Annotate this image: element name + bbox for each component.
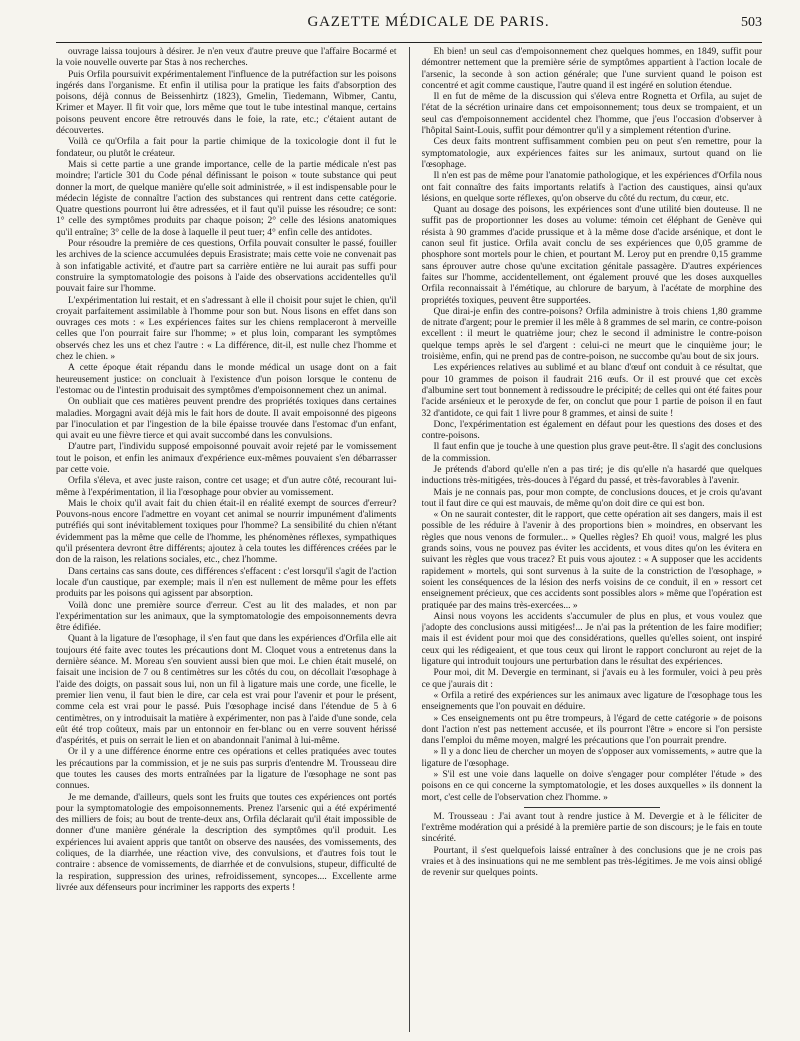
paragraph: Il en fut de même de la discussion qui s'éleva entre Rognetta et Orfila, au sujet de l'état de la sécrétion urinaire dans cet empoisonnement; tous deux se trompaient, et un seul cas d'empoisonnement accidentel chez l'homme, que j'eus l'occasion d'observer à l'hôpital Saint-Louis, suffit pour démontrer qu'il y a simplement rétention d'urine. [421,92,762,137]
paragraph: Quant au dosage des poisons, les expériences sont d'une utilité bien douteuse. Il ne suffit pas de proportionner les doses au volume: témoin cet éléphant de Genève qui résista à 90 grammes d'acide prussique et à la même dose d'acide arsénique, et dont le canon seul fit justice. Orfila avait conclu de ses expériences que 0,05 gramme de phosphore sont mortels pour le chien, et pourtant M. Leroy put en prendre 0,15 gramme sans éprouver autre chose qu'une excitation génitale passagère. D'autres expériences faites sur l'homme, accidentellement, ont également prouvé que les doses auxquelles Orfila reconnaissait à l'émétique, au chlorure de baryum, à l'acétate de morphine des propriétés toxiques, peuvent être supportées. [421,205,762,306]
paragraph: D'autre part, l'individu supposé empoisonné pouvait avoir rejeté par le vomissement tout le poison, et enfin les animaux d'expérience eux-mêmes pouvaient s'en débarrasser par cette voie. [56,442,397,475]
running-header [56,14,762,38]
paragraph: On oubliait que ces matières peuvent prendre des propriétés toxiques dans certaines maladies. Morgagni avait déjà mis le fait hors de doute. Il avait empoisonné des pigeons par l'inoculation et par l'ingestion de la bile épaisse trouvée dans l'estomac d'un enfant, qui avait eu une fièvre tierce et qui avait succombé dans les convulsions. [56,397,397,442]
paragraph: Voilà donc une première source d'erreur. C'est au lit des malades, et non par l'expérimentation sur les animaux, que la symptomatologie des empoisonnements devra être édifiée. [56,600,397,634]
paragraph: Il n'en est pas de même pour l'anatomie pathologique, et les expériences d'Orfila nous ont fait connaître des faits importants relatifs à l'action des caustiques, ainsi qu'aux lésions, en quelque sorte réflexes, qu'on observe du côté du rectum, du cœur, etc. [421,171,762,204]
paragraph: Quant à la ligature de l'œsophage, il s'en faut que dans les expériences d'Orfila elle ait toujours été faite avec toutes les précautions dont M. Cloquet vous a entretenus dans la dernière séance. M. Moreau s'en souvient aussi bien que moi. Le chien était muselé, on faisait une incision de 7 ou 8 centimètres sur les côtés du cou, on décollait l'œsophage à l'aide des doigts, on passait sous lui, non un fil à ligature mais une corde, une ficelle, le premier lien venu, il faut bien le dire, car cela est vrai pour l'avenir et pour le présent, comme cela est vrai pour le passé. Puis l'œsophage incisé dans l'étendue de 5 à 6 centimètres, on y introduisait la matière à expérimenter, non pas à l'aide d'une sonde, cela eût été trop coûteux, mais par un entonnoir en fer-blanc ou en verre souvent hérissé d'aspérités, et puis on serrait le lien et on abandonnait l'animal à lui-même. [56,634,397,747]
page-number: 503 [741,15,762,30]
paragraph: Voilà ce qu'Orfila a fait pour la partie chimique de la toxicologie dont il fut le fondateur, ou plutôt le créateur. [56,137,397,159]
paragraph: Eh bien! un seul cas d'empoisonnement chez quelques hommes, en 1849, suffit pour démontrer nettement que la première série de symptômes appartient à l'action locale de l'arsenic, la seconde à son action générale; que l'une survient quand le poison est concentré et agit comme caustique, l'autre quand il est ingéré en solution étendue. [421,47,762,91]
paragraph: Puis Orfila poursuivit expérimentalement l'influence de la putréfaction sur les poisons ingérés dans l'organisme. Et enfin il utilisa pour la pratique les faits d'absorption des poisons, déjà connus de Beissenhirtz (1823), Gmelin, Tiedemann, Wibmer, Cantu, Krimer et Mayer. Il fit voir que, lors même que tout le tube intestinal manque, certains poisons peuvent encore être retrouvés dans le foie, la rate, etc.; c'étaient autant de découvertes. [56,69,397,137]
paragraph: Les expériences relatives au sublimé et au blanc d'œuf ont conduit à ce résultat, que pour 10 grammes de poison il faudrait 216 œufs. Or il est prouvé que cet excès d'albumine sert tout bonnement à redissoudre le précipité; de celles qui ont été faites pour l'acide arsénieux et le peroxyde de fer, on conclut que pour 1 partie de poison il en faut 32 d'antidote, ce qui fait 1 livre pour 8 grammes, et ainsi de suite ! [421,363,762,419]
paragraph: ouvrage laissa toujours à désirer. Je n'en veux d'autre preuve que l'affaire Bocarmé et la voie nouvelle ouverte par Stas à nos recherches. [56,47,397,69]
paragraph: Il faut enfin que je touche à une question plus grave peut-être. Il s'agit des conclusions de la commission. [421,442,762,464]
section-separator [524,807,660,808]
paragraph: Ces deux faits montrent suffisamment combien peu on peut s'en remettre, pour la symptomatologie, aux expériences faites sur les animaux, surtout quand on lie l'œsophage. [421,137,762,170]
right-column [422,47,763,1032]
paragraph: Orfila s'éleva, et avec juste raison, contre cet usage; et d'un autre côté, recourant lui-même à l'expérimentation, il lia l'œsophage pour obvier au vomissement. [56,476,397,498]
paragraph: » Ces enseignements ont pu être trompeurs, à l'égard de cette catégorie » de poisons dont l'action n'est pas nettement accusée, et ils pourront l'être » encore si l'on persiste dans l'emploi du même moyen, malgré les précautions que l'on pourrait prendre. [421,713,762,747]
paragraph: Donc, l'expérimentation est également en défaut pour les questions des doses et des contre-poisons. [421,419,762,442]
journal-title: GAZETTE MÉDICALE DE PARIS. [307,14,550,30]
paragraph: Pour moi, dit M. Devergie en terminant, si j'avais eu à les formuler, voici à peu près ce que j'aurais dit : [421,668,762,690]
paragraph: L'expérimentation lui restait, et en s'adressant à elle il choisit pour sujet le chien, qu'il croyait parfaitement assimilable à l'homme pour son but. Nous lisons en effet dans son ouvrages ces mots : « Les expériences faites sur les chiens remplaceront à merveille celles que l'on pourrait faire sur l'homme; » et plus loin, comparant les symptômes observés chez les uns et chez l'autre : « La différence, dit-il, est nulle chez l'homme et chez le chien. » [56,295,397,363]
column-rule [409,47,410,1032]
paragraph: Ainsi nous voyons les accidents s'accumuler de plus en plus, et vous voulez que j'adopte des conclusions aussi mitigées!... Je n'ai pas la prétention de les faire modifier; mais il est évident pour moi que des considérations, quelles qu'elles soient, ont inspiré ceux qui les rédigeaient, et que tous ceux qui liront le rapport concluront au rejet de la ligature qui introduit toujours une perturbation dans le résultat des expériences. [421,611,762,668]
paragraph: A cette époque était répandu dans le monde médical un usage dont on a fait heureusement justice: on concluait à l'existence d'un poison lorsque le contenu de l'estomac ou de l'intestin produisait des symptômes d'empoisonnement chez un animal. [56,363,397,396]
paragraph: Pour résoudre la première de ces questions, Orfila pouvait consulter le passé, fouiller les archives de la science accumulées depuis Erasistrate; mais cette voie ne convenait pas à son infatigable activité, et d'autre part sa carrière entière ne lui aurait pas suffi pour construire la symptomatologie des poisons à l'aide des observations accidentelles qu'il pouvait faire sur l'homme. [56,239,397,295]
paragraph: M. Trousseau : J'ai avant tout à rendre justice à M. Devergie et à le féliciter de l'extrême modération qui a présidé à la première partie de son discours; je le fais en toute sincérité. [421,811,762,845]
paragraph: » Il y a donc lieu de chercher un moyen de s'opposer aux vomissements, » autre que la ligature de l'œsophage. [421,747,762,769]
left-column [56,47,397,1032]
paragraph: Mais je ne connais pas, pour mon compte, de conclusions douces, et je crois qu'avant tout il faut dire ce qui est mauvais, de même qu'on doit dire ce qui est bon. [421,487,762,509]
paragraph: « On ne saurait contester, dit le rapport, que cette opération ait ses dangers, mais il est possible de les réduire à l'avenir à des proportions bien » moindres, en observant les règles que nous venons de formuler... » Quelles règles? Eh quoi! vous, malgré les plus grands soins, vous ne pouvez pas éviter les accidents, et vous dites qu'on les évitera en suivant les règles que vous tracez? Et puis vous ajoutez : « A supposer que les accidents rapidement » mortels, qui sont survenus à la suite de la constriction de l'œsophage, » soient les conséquences de la lésion des nerfs voisins de ce conduit, il en » ressort cet enseignement précieux, que ces accidents sont possibles alors » même que l'opération est pratiquée par des mains très-exercées... » [421,510,762,611]
paragraph: Je me demande, d'ailleurs, quels sont les fruits que toutes ces expériences ont portés pour la symptomatologie des empoisonnements. Prenez l'arsenic qui a été expérimenté des milliers de fois; au bout de trente-deux ans, Orfila déclarait qu'il était impossible de donner d'une manière générale la description des symptômes qu'il produit. Les expériences lui avaient appris que tantôt on observe des nausées, des vomissements, des coliques, de la diarrhée, une réaction vive, des convulsions, et d'autres fois tout le contraire : absence de vomissements, de diarrhée et de convulsions, stupeur, difficulté de la respiration, suppression des urines, refroidissement, syncopes.... Excellente arme livrée aux défenseurs pour incriminer les rapports des experts ! [56,792,397,893]
paragraph: Mais si cette partie a une grande importance, celle de la partie médicale n'est pas moindre; l'article 301 du Code pénal définissant le poison « toute substance qui peut donner la mort, de quelque manière qu'elle soit administrée, » il est indispensable pour le médecin légiste de connaître l'action des substances qui rentrent dans cette catégorie. Quatre questions pourront lui être adressées, et il faut qu'il puisse les résoudre; ce sont: 1° celle des symptômes produits par chaque poison; 2° celle des lésions anatomiques qu'il entraîne; 3° celle de la dose à laquelle il peut tuer; 4° enfin celle des antidotes. [56,159,397,238]
paragraph: Je prétends d'abord qu'elle n'en a pas tiré; je dis qu'elle n'a hasardé que quelques inductions très-mitigées, très-douces à l'égard du passé, et très-favorables à l'avenir. [421,464,762,487]
paragraph: Mais le choix qu'il avait fait du chien était-il en réalité exempt de sources d'erreur? Pouvons-nous encore l'admettre en voyant cet animal se nourrir impunément d'aliments putréfiés qui sont inévitablement toxiques pour l'homme? La sensibilité du chien n'étant évidemment pas la même que celle de l'homme, les phénomènes réflexes, sympathiques qu'il présentera devront être différents; ajoutez à cela toutes les différences créées par le don de la raison, les relations sociales, etc., chez l'homme. [56,498,397,566]
paragraph: » S'il est une voie dans laquelle on doive s'engager pour compléter l'étude » des poisons en ce qui concerne la symptomatologie, et les doses auxquelles » ils donnent la mort, c'est celle de l'observation chez l'homme. » [421,770,762,803]
paragraph: « Orfila a retiré des expériences sur les animaux avec ligature de l'œsophage tous les enseignements que l'on pouvait en déduire. [421,690,762,713]
paragraph: Que dirai-je enfin des contre-poisons? Orfila administre à trois chiens 1,80 gramme de nitrate d'argent; pour le premier il les mêle à 8 grammes de sel marin, ce contre-poison excellent : il meurt le quatrième jour; chez le second il administre le contre-poison quelque temps après le sel d'argent : celui-ci ne meurt que le cinquième jour; le troisième, enfin, qui ne prend pas de contre-poison, ne succombe qu'au bout de six jours. [421,306,762,363]
paragraph: Pourtant, il s'est quelquefois laissé entraîner à des conclusions que je ne crois pas vraies et à des insinuations qui ne me semblent pas très-légitimes. Je me vois ainsi obligé de revenir sur quelques points. [421,845,762,879]
paragraph: Dans certains cas sans doute, ces différences s'effacent : c'est lorsqu'il s'agit de l'action locale d'un caustique, par exemple; mais il n'en est nullement de même pour les effets produits par les poisons qui agissent par absorption. [56,566,397,600]
text-columns [56,42,762,1032]
paragraph: Or il y a une différence énorme entre ces opérations et celles pratiquées avec toutes les précautions par la commission, et je ne suis pas surpris d'entendre M. Trousseau dire que toutes les causes des morts entraînées par la ligature de l'œsophage ne sont pas connues. [56,747,397,792]
